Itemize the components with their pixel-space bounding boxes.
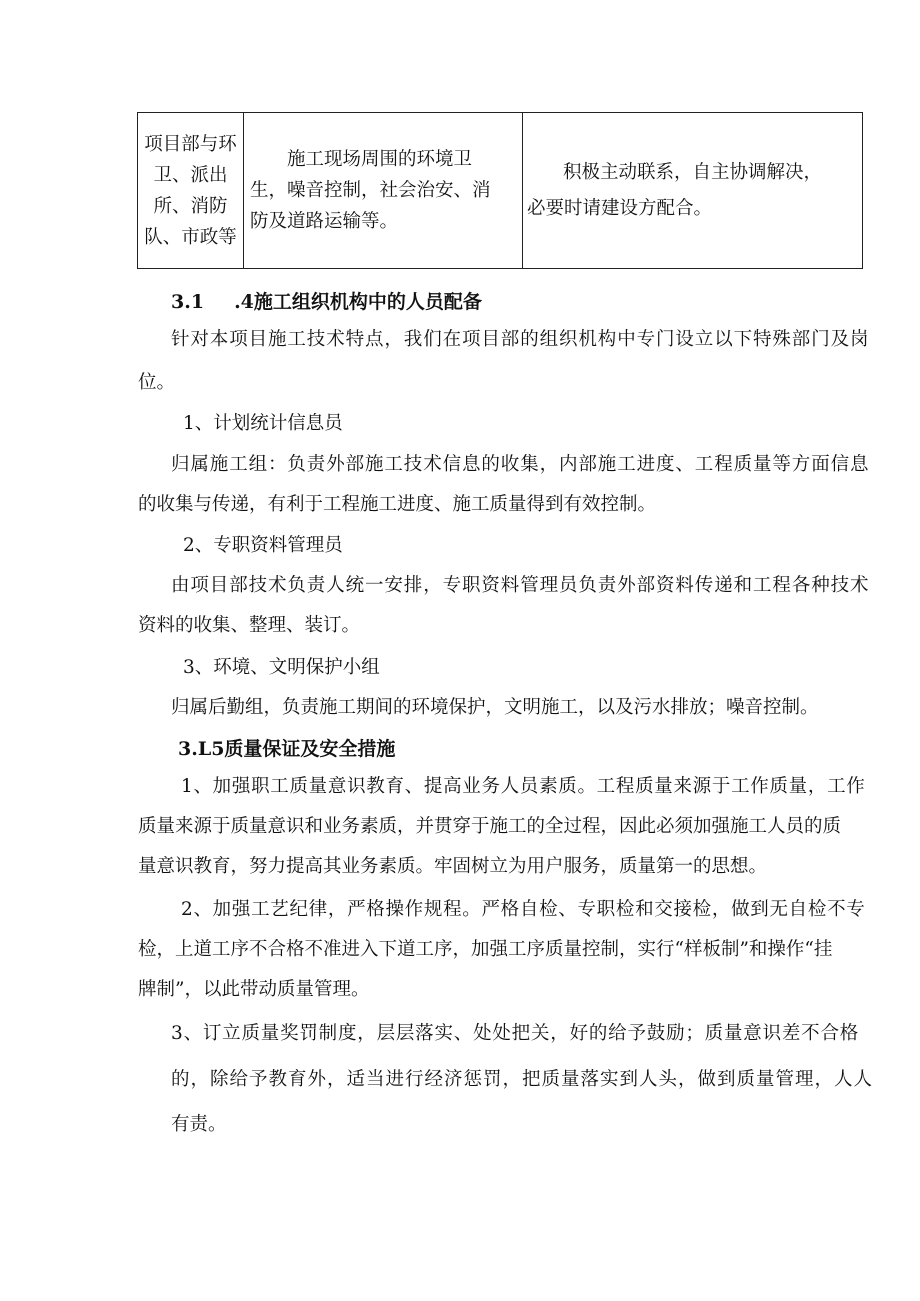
paragraph-line: 资料的收集、整理、装订。 bbox=[138, 615, 361, 636]
section-title: 施工组织机构中的人员配备 bbox=[253, 291, 482, 313]
paragraph-line: 归属后勤组，负责施工期间的环境保护，文明施工，以及污水排放；噪音控制。 bbox=[171, 697, 819, 718]
paragraph-line: 1、加强职工质量意识教育、提高业务人员素质。工程质量来源于工作质量，工作 bbox=[181, 776, 866, 797]
table-cell-measure bbox=[523, 113, 863, 269]
paragraph-line: 3、订立质量奖罚制度，层层落实、处处把关，好的给予鼓励；质量意识差不合格 bbox=[171, 1023, 860, 1044]
table-cell-content bbox=[244, 113, 523, 269]
paragraph-line: 质量来源于质量意识和业务素质，并贯穿于施工的全过程，因此必须加强施工人员的质 bbox=[138, 816, 842, 837]
item-heading: 2、专职资料管理员 bbox=[183, 535, 343, 556]
paragraph-line: 归属施工组：负责外部施工技术信息的收集，内部施工进度、工程质量等方面信息 bbox=[171, 454, 870, 475]
section-number: 3.L5 bbox=[178, 738, 225, 760]
paragraph-line: 由项目部技术负责人统一安排，专职资料管理员负责外部资料传递和工程各种技术 bbox=[171, 575, 870, 596]
paragraph-line: 的收集与传递，有利于工程施工进度、施工质量得到有效控制。 bbox=[138, 494, 657, 515]
paragraph-line: 有责。 bbox=[171, 1114, 227, 1135]
paragraph-line: 位。 bbox=[138, 372, 176, 393]
paragraph-line: 的，除给予教育外，适当进行经济惩罚，把质量落实到人头，做到质量管理，人人 bbox=[171, 1069, 874, 1090]
cell-line: 积极主动联系，自主协调解决， bbox=[563, 161, 823, 183]
cell-line: 项目部与环 bbox=[144, 133, 237, 155]
table-cell-party bbox=[138, 113, 244, 269]
cell-line: 队、市政等 bbox=[144, 226, 237, 248]
cell-line: 必要时请建设方配合。 bbox=[527, 197, 713, 219]
cell-line: 防及道路运输等。 bbox=[250, 211, 399, 232]
item-heading: 3、环境、文明保护小组 bbox=[183, 657, 380, 678]
cell-line: 卫、派出 bbox=[153, 164, 228, 186]
section-heading-314 bbox=[171, 287, 482, 314]
table-row bbox=[138, 113, 863, 269]
paragraph-line: 针对本项目施工技术特点，我们在项目部的组织机构中专门设立以下特殊部门及岗 bbox=[171, 329, 870, 350]
responsibility-table bbox=[137, 112, 863, 269]
cell-line: 施工现场周围的环境卫 bbox=[287, 149, 473, 170]
section-heading-315 bbox=[178, 734, 395, 761]
section-title: 质量保证及安全措施 bbox=[224, 738, 396, 760]
paragraph-line: 牌制”，以此带动质量管理。 bbox=[138, 979, 370, 1000]
cell-line: 所、消防 bbox=[153, 195, 228, 217]
section-number: 3.1 bbox=[171, 291, 205, 313]
section-number-suffix: .4 bbox=[234, 291, 254, 313]
paragraph-line: 检，上道工序不合格不准进入下道工序，加强工序质量控制，实行“样板制”和操作“挂 bbox=[138, 939, 833, 960]
cell-line: 生，噪音控制，社会治安、消 bbox=[250, 180, 491, 201]
paragraph-line: 2、加强工艺纪律，严格操作规程。严格自检、专职检和交接检，做到无自检不专 bbox=[181, 899, 866, 920]
item-heading: 1、计划统计信息员 bbox=[183, 413, 343, 434]
paragraph-line: 量意识教育，努力提高其业务素质。牢固树立为用户服务，质量第一的思想。 bbox=[138, 856, 768, 877]
